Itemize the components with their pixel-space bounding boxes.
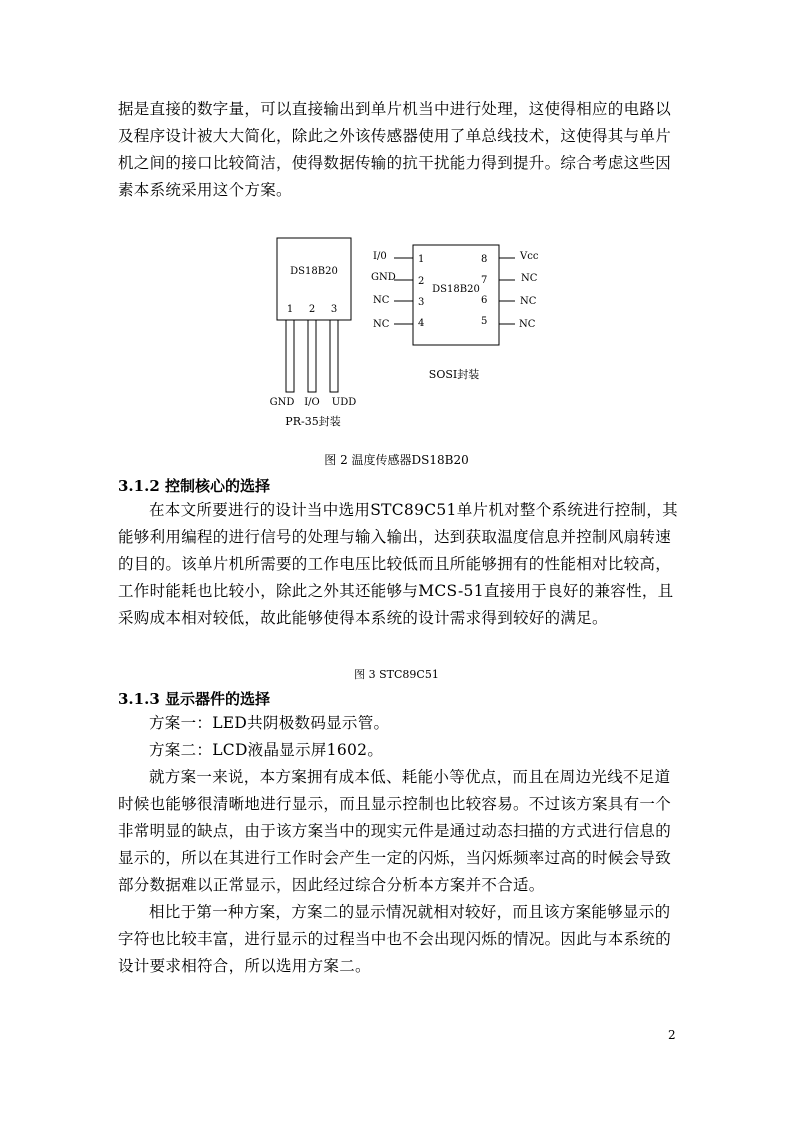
intro-paragraph [118,96,678,204]
text-line: 据是直接的数字量，可以直接输出到单片机当中进行处理，这使得相应的电路以 [118,100,672,118]
soic-pin-number: 8 [481,254,488,265]
soic-pin-number: 2 [418,276,425,287]
text-line: 相比于第一种方案，方案二的显示情况就相对较好，而且该方案能够显示的 [149,903,671,921]
soic-left-label: NC [373,295,390,306]
soic-left-label: I/0 [373,251,387,262]
text-line: 及程序设计被大大简化，除此之外该传感器使用了单总线技术，这使得其与单片 [118,127,672,145]
to92-pin-lead [308,320,316,392]
text-line: 时候也能够很清晰地进行显示，而且显示控制也比较容易。不过该方案具有一个 [118,795,672,813]
text-line: 工作时能耗也比较小，除此之外其还能够与MCS-51直接用于良好的兼容性，且 [118,582,674,600]
to92-package-label: PR-35封装 [285,415,341,428]
to92-pin-lead [286,320,294,392]
soic-right-label: NC [519,319,536,330]
soic-left-label: GND [371,272,396,283]
section-heading-3-1-2: 3.1.2 控制核心的选择 [118,477,270,495]
display-options-paragraphs [118,710,678,980]
text-line: 采购成本相对较低，故此能够使得本系统的设计需求得到较好的满足。 [118,609,608,627]
figure2-caption: 图 2 温度传感器DS18B20 [324,453,469,467]
ds18b20-package-diagram [262,232,539,432]
to92-pin-label: UDD [331,397,357,408]
text-line: 字符也比较丰富，进行显示的过程当中也不会出现闪烁的情况。因此与本系统的 [118,930,672,948]
soic-right-label: NC [521,273,538,284]
soic-pin-number: 5 [481,316,488,327]
section-heading-3-1-3: 3.1.3 显示器件的选择 [118,690,270,708]
text-line: 部分数据难以正常显示，因此经过综合分析本方案并不合适。 [118,876,545,894]
soic-chip-label: DS18B20 [432,284,480,295]
text-line: 设计要求相符合，所以选用方案二。 [118,957,371,975]
text-line: 显示的，所以在其进行工作时会产生一定的闪烁，当闪烁频率过高的时候会导致 [118,849,672,867]
to92-pin-lead [330,320,338,392]
to92-pin-number: 2 [308,304,316,315]
soic-right-label: NC [520,296,537,307]
text-line: 的目的。该单片机所需要的工作电压比较低而且所能够拥有的性能相对比较高， [118,555,672,573]
control-paragraph [118,497,678,632]
option-two-line: 方案二：LCD液晶显示屏1602。 [149,741,384,759]
text-line: 机之间的接口比较简洁，使得数据传输的抗干扰能力得到提升。综合考虑这些因 [118,154,672,172]
text-line: 非常明显的缺点，由于该方案当中的现实元件是通过动态扫描的方式进行信息的 [118,822,672,840]
to92-pin-label: I/O [304,397,320,408]
to92-pin-number: 3 [330,304,338,315]
text-line: 就方案一来说，本方案拥有成本低、耗能小等优点，而且在周边光线不足道 [149,768,671,786]
page-number: 2 [668,1028,676,1042]
soic-pin-number: 1 [418,254,425,265]
to92-pin-number: 1 [286,304,294,315]
soic-right-label: Vcc [520,251,539,262]
soic-pin-number: 7 [481,275,488,286]
text-line: 能够利用编程的进行信号的处理与输入输出，达到获取温度信息并控制风扇转速 [118,528,672,546]
text-line: 在本文所要进行的设计当中选用STC89C51单片机对整个系统进行控制，其 [149,501,678,519]
soic-pin-number: 4 [418,318,425,329]
option-one-line: 方案一：LED共阴极数码显示管。 [149,714,390,732]
to92-chip-label: DS18B20 [290,266,338,277]
figure3-caption: 图 3 STC89C51 [354,668,439,681]
soic-package-label: SOSI封装 [428,368,480,381]
text-line: 素本系统采用这个方案。 [118,181,292,199]
soic-left-label: NC [373,319,390,330]
soic-pin-number: 6 [481,295,488,306]
to92-pin-label: GND [269,397,295,408]
soic-pin-number: 3 [418,297,425,308]
